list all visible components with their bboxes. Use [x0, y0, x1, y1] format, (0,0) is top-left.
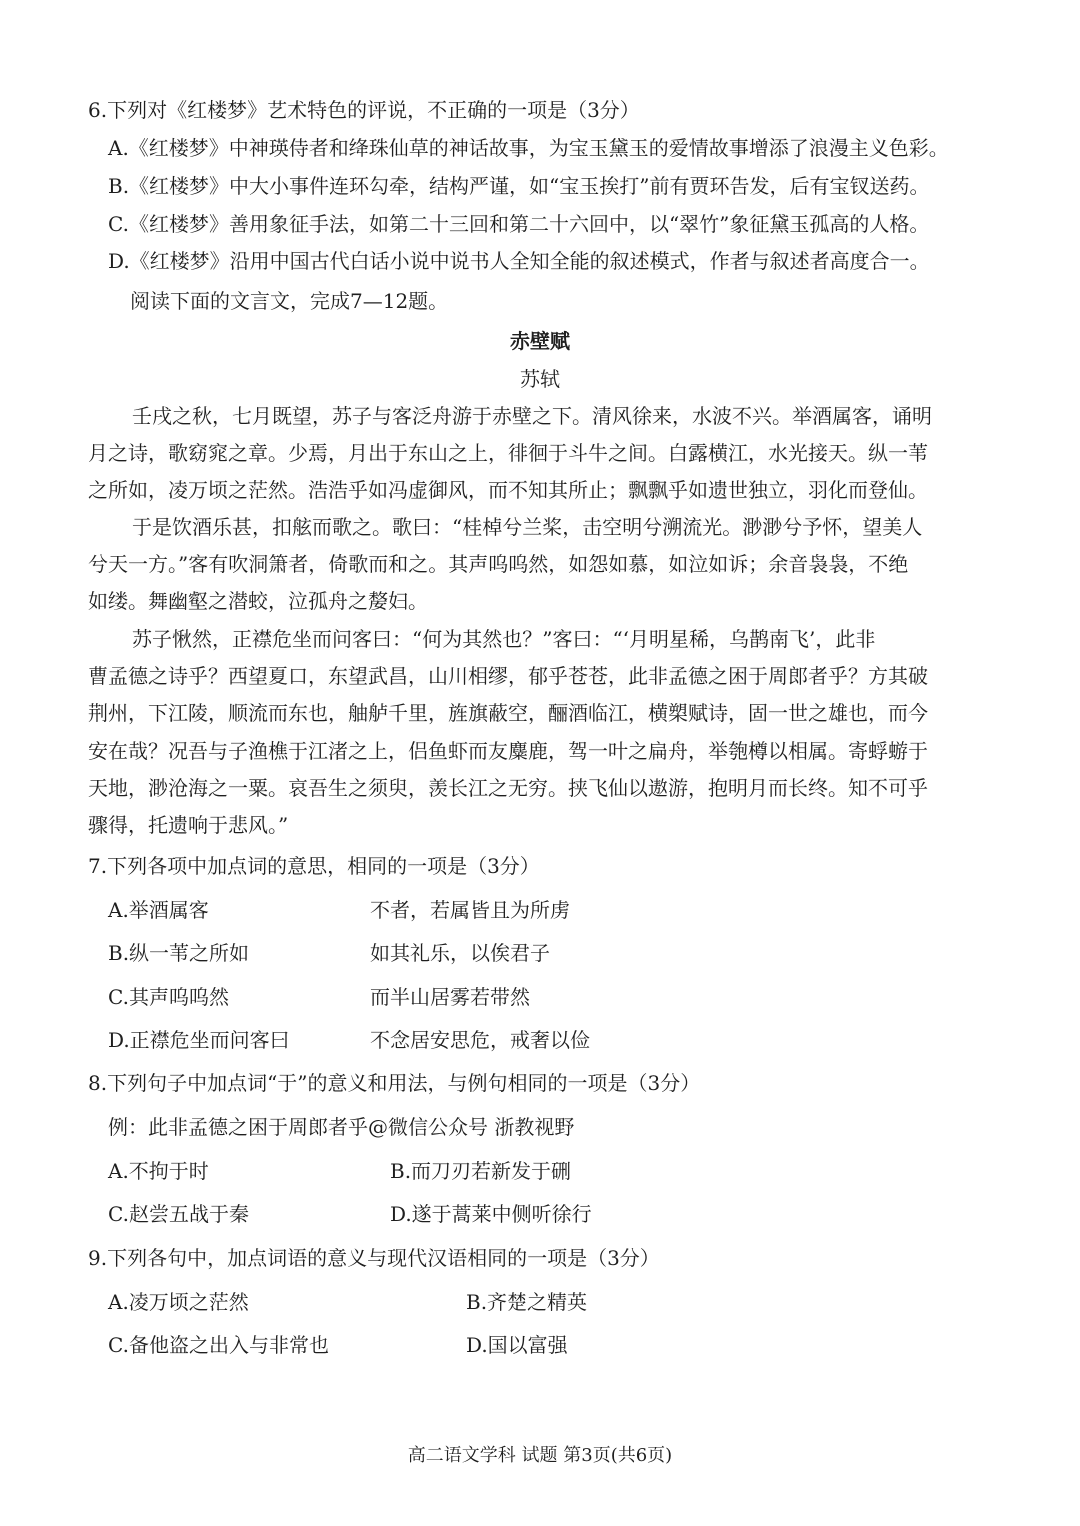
- question-8-option-b: B.而刀刃若新发于硎: [390, 1159, 572, 1183]
- passage-line: 天地，渺沧海之一粟。哀吾生之须臾，羡长江之无穷。挟飞仙以遨游，抱明月而长终。知不可乎: [88, 776, 928, 800]
- page-footer: 高二语文学科 试题 第3页(共6页): [407, 1445, 673, 1466]
- question-7-option-c: C.其声呜呜然: [108, 985, 229, 1009]
- passage-line: 安在哉？况吾与子渔樵于江渚之上，侣鱼虾而友麋鹿，驾一叶之扁舟，举匏樽以相属。寄蜉蝣于: [88, 739, 928, 763]
- question-7-option-a-compare: 不者，若属皆且为所虏: [370, 898, 570, 922]
- passage-line: 如缕。舞幽壑之潜蛟，泣孤舟之嫠妇。: [88, 589, 428, 613]
- question-6-option-c: C.《红楼梦》善用象征手法，如第二十三回和第二十六回中，以“翠竹”象征黛玉孤高的人格。: [108, 212, 930, 236]
- passage-line: 苏子愀然，正襟危坐而问客曰：“何为其然也？”客曰：“‘月明星稀，乌鹊南飞’，此非: [132, 627, 876, 651]
- passage-line: 月之诗，歌窈窕之章。少焉，月出于东山之上，徘徊于斗牛之间。白露横江，水光接天。纵一苇: [88, 441, 928, 465]
- question-6-option-d: D.《红楼梦》沿用中国古代白话小说中说书人全知全能的叙述模式，作者与叙述者高度合一。: [108, 249, 930, 273]
- question-8-option-c: C.赵尝五战于秦: [108, 1202, 249, 1226]
- passage-line: 骤得，托遗响于悲风。”: [88, 813, 289, 837]
- question-8-example: 例：此非孟德之困于周郎者乎@微信公众号 浙教视野: [108, 1115, 575, 1139]
- question-8-stem: 8.下列句子中加点词“于”的意义和用法，与例句相同的一项是（3分）: [88, 1071, 701, 1095]
- passage-line: 之所如，凌万顷之茫然。浩浩乎如冯虚御风，而不知其所止；飘飘乎如遗世独立，羽化而登仙。: [88, 478, 928, 502]
- question-7-stem: 7.下列各项中加点词的意思，相同的一项是（3分）: [88, 854, 540, 878]
- passage-line: 荆州，下江陵，顺流而东也，舳舻千里，旌旗蔽空，酾酒临江，横槊赋诗，固一世之雄也，而今: [88, 701, 928, 725]
- reading-instruction: 阅读下面的文言文，完成7—12题。: [130, 289, 449, 313]
- question-8-option-d: D.遂于蒿莱中侧听徐行: [390, 1202, 592, 1226]
- question-9-stem: 9.下列各句中，加点词语的意义与现代汉语相同的一项是（3分）: [88, 1246, 660, 1270]
- question-7-option-d: D.正襟危坐而问客曰: [108, 1028, 290, 1052]
- passage-line: 壬戌之秋，七月既望，苏子与客泛舟游于赤壁之下。清风徐来，水波不兴。举酒属客，诵明: [132, 404, 932, 428]
- question-7-option-c-compare: 而半山居雾若带然: [370, 985, 530, 1009]
- question-7-option-b-compare: 如其礼乐，以俟君子: [370, 941, 550, 965]
- passage-line: 兮天一方。”客有吹洞箫者，倚歌而和之。其声呜呜然，如怨如慕，如泣如诉；余音袅袅，不绝: [88, 552, 909, 576]
- question-9-option-c: C.备他盗之出入与非常也: [108, 1333, 329, 1357]
- passage-line: 于是饮酒乐甚，扣舷而歌之。歌曰：“桂棹兮兰桨，击空明兮溯流光。渺渺兮予怀，望美人: [132, 515, 923, 539]
- question-7-option-a: A.举酒属客: [108, 898, 209, 922]
- passage-author: 苏轼: [520, 367, 560, 391]
- question-6-stem: 6.下列对《红楼梦》艺术特色的评说，不正确的一项是（3分）: [88, 98, 640, 122]
- question-8-option-a: A.不拘于时: [108, 1159, 209, 1183]
- question-9-option-a: A.凌万顷之茫然: [108, 1290, 249, 1314]
- question-6-option-b: B.《红楼梦》中大小事件连环勾牵，结构严谨，如“宝玉挨打”前有贾环告发，后有宝钗送药。: [108, 174, 930, 198]
- question-7-option-d-compare: 不念居安思危，戒奢以俭: [370, 1028, 590, 1052]
- question-6-option-a: A.《红楼梦》中神瑛侍者和绛珠仙草的神话故事，为宝玉黛玉的爱情故事增添了浪漫主义色彩。: [108, 136, 949, 160]
- question-9-option-b: B.齐楚之精英: [466, 1290, 588, 1314]
- question-7-option-b: B.纵一苇之所如: [108, 941, 250, 965]
- passage-title: 赤壁赋: [510, 329, 570, 353]
- passage-line: 曹孟德之诗乎？西望夏口，东望武昌，山川相缪，郁乎苍苍，此非孟德之困于周郎者乎？方其破: [88, 664, 928, 688]
- question-9-option-d: D.国以富强: [466, 1333, 568, 1357]
